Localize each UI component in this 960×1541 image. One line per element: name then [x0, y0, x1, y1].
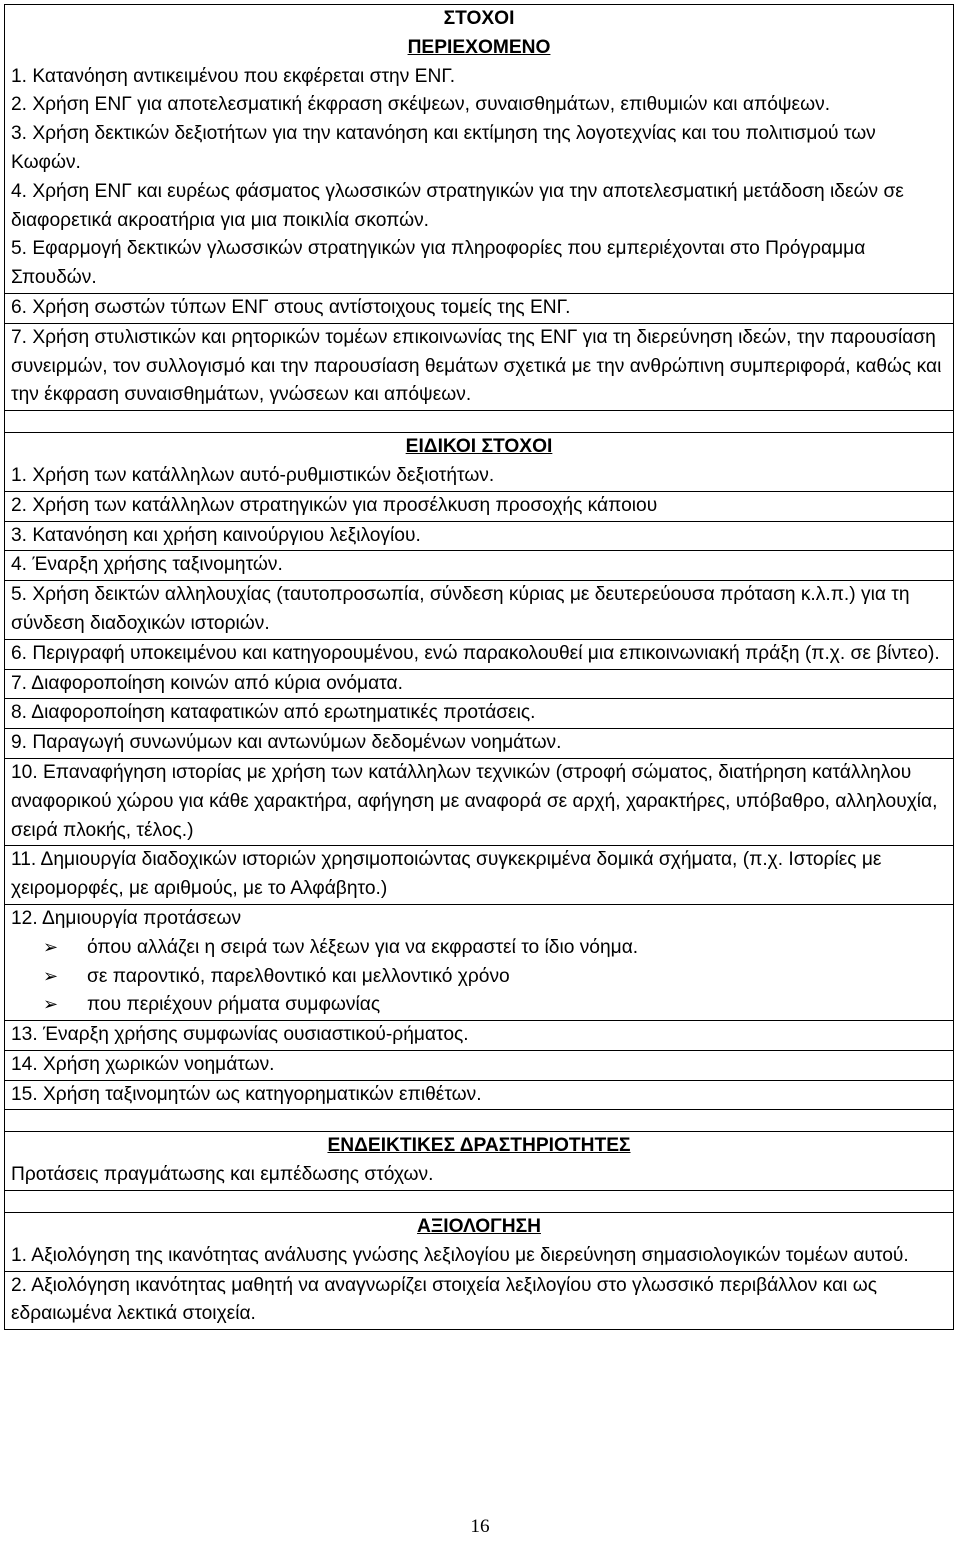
eidikoi-cell-11 — [5, 846, 954, 905]
eidikoi-item-10: 10. Επαναφήγηση ιστορίας με χρήση των κατάλληλων τεχνικών (στροφή σώματος, διατήρηση κατάλληλου αναφορικού χώρου για κάθε χαρακτήρα, αφήγηση με αναφορά σε αρχή, χαρακτήρες, υπόβαθρο, αλληλουχία, σειρά πλοκής, τέλος.) — [11, 761, 938, 841]
stoxoi-row — [5, 5, 954, 294]
eidikoi-item-13: 13. Έναρξη χρήσης συμφωνίας ουσιαστικού-ρήματος. — [11, 1024, 469, 1046]
stoxoi-cell — [5, 5, 954, 294]
eidikoi-item-3: 3. Κατανόηση και χρήση καινούργιου λεξιλογίου. — [11, 524, 421, 546]
stoxoi-item-1: 1. Κατανόηση αντικειμένου που εκφέρεται στην ΕΝΓ. — [11, 65, 456, 87]
eidikoi-item-12: 12. Δημιουργία προτάσεων — [11, 907, 242, 929]
eidikoi-cell-14 — [5, 1050, 954, 1080]
eidikoi-item-6: 6. Περιγραφή υποκειμένου και κατηγορουμένου, ενώ παρακολουθεί μια επικοινωνιακή πράξη (π.χ. σε βίντεο). — [11, 642, 940, 664]
eidikoi-item-5: 5. Χρήση δεικτών αλληλουχίας (ταυτοπροσωπία, σύνδεση κύριας με δευτερεύουσα πρόταση κ.λ.π.) για τη σύνδεση διαδοχικών ιστοριών. — [11, 584, 910, 634]
eidikoi-row-9 — [5, 729, 954, 759]
eidikoi-row-13 — [5, 1021, 954, 1051]
axiologisi-row — [5, 1213, 954, 1272]
periexomeno-title: ΠΕΡΙΕΧΟΜΕΝΟ — [407, 36, 551, 58]
stoxoi-item-7: 7. Χρήση στυλιστικών και ρητορικών τομέων επικοινωνίας της ΕΝΓ για τη διερεύνηση ιδεών, την παρουσίαση συνειρμών, τον συλλογισμό και την παρουσίαση θεμάτων σχετικά με την ανθρώπινη συμπεριφορά, καθώς και την έκφραση συναισθημάτων, γνώσεων και απόψεων. — [11, 326, 942, 406]
spacer-row-3 — [5, 1191, 954, 1213]
eidikoi-cell-6 — [5, 639, 954, 669]
curriculum-table — [4, 4, 954, 1330]
page-number: 16 — [470, 1516, 490, 1537]
eidikoi-row — [5, 433, 954, 492]
eidikoi-row-3 — [5, 521, 954, 551]
eidikoi-cell-4 — [5, 551, 954, 581]
axiologisi-item-1: 1. Αξιολόγηση της ικανότητας ανάλυσης γνώσης λεξιλογίου με διερεύνηση σημασιολογικών τομέων αυτού. — [11, 1244, 909, 1266]
arrow-bullet-icon: ➢ — [43, 936, 59, 958]
eidikoi-cell-9 — [5, 729, 954, 759]
eidikoi-subitem-text: που περιέχουν ρήματα συμφωνίας — [87, 994, 381, 1016]
eidikoi-row-7 — [5, 669, 954, 699]
eidikoi-item-7: 7. Διαφοροποίηση κοινών από κύρια ονόματα. — [11, 672, 403, 694]
eidikoi-row-5 — [5, 581, 954, 640]
eidikoi-item-1: 1. Χρήση των κατάλληλων αυτό-ρυθμιστικών δεξιοτήτων. — [11, 464, 495, 486]
eidikoi-row-10 — [5, 758, 954, 845]
axiologisi-cell-2 — [5, 1271, 954, 1330]
drastiriotites-title: ΕΝΔΕΙΚΤΙΚΕΣ ΔΡΑΣΤΗΡΙΟΤΗΤΕΣ — [327, 1135, 631, 1157]
eidikoi-row-14 — [5, 1050, 954, 1080]
eidikoi-item-14: 14. Χρήση χωρικών νοημάτων. — [11, 1053, 275, 1075]
eidikoi-item-9: 9. Παραγωγή συνωνύμων και αντωνύμων δεδομένων νοημάτων. — [11, 732, 562, 754]
eidikoi-subitem-2 — [11, 963, 947, 992]
arrow-bullet-icon: ➢ — [43, 965, 59, 987]
eidikoi-row-2 — [5, 491, 954, 521]
drastiriotites-cell — [5, 1132, 954, 1191]
eidikoi-cell — [5, 433, 954, 492]
spacer-cell-2 — [5, 1110, 954, 1132]
axiologisi-cell — [5, 1213, 954, 1272]
eidikoi-subitem-3 — [11, 991, 947, 1020]
stoxoi-cell-6 — [5, 293, 954, 323]
eidikoi-cell-3 — [5, 521, 954, 551]
axiologisi-item-2: 2. Αξιολόγηση ικανότητας μαθητή να αναγνωρίζει στοιχεία λεξιλογίου στο γλωσσικό περιβάλλον και ως εδραιωμένα λεκτικά στοιχεία. — [11, 1274, 878, 1325]
eidikoi-cell-2 — [5, 491, 954, 521]
eidikoi-title: ΕΙΔΙΚΟΙ ΣΤΟΧΟΙ — [405, 436, 553, 458]
eidikoi-item-4: 4. Έναρξη χρήσης ταξινομητών. — [11, 554, 283, 576]
axiologisi-title: ΑΞΙΟΛΟΓΗΣΗ — [417, 1216, 541, 1238]
spacer-row-2 — [5, 1110, 954, 1132]
eidikoi-cell-7 — [5, 669, 954, 699]
spacer-row-1 — [5, 411, 954, 433]
eidikoi-row-12 — [5, 904, 954, 1020]
eidikoi-cell-5 — [5, 581, 954, 640]
stoxoi-item-5: 5. Εφαρμογή δεκτικών γλωσσικών στρατηγικών για πληροφορίες που εμπεριέχονται στο Πρόγραμμα Σπουδών. — [11, 238, 866, 289]
eidikoi-row-15 — [5, 1080, 954, 1110]
eidikoi-item-15: 15. Χρήση ταξινομητών ως κατηγορηματικών επιθέτων. — [11, 1083, 482, 1105]
eidikoi-row-4 — [5, 551, 954, 581]
eidikoi-cell-13 — [5, 1021, 954, 1051]
axiologisi-row-2 — [5, 1271, 954, 1330]
eidikoi-row-11 — [5, 846, 954, 905]
eidikoi-row-8 — [5, 699, 954, 729]
arrow-bullet-icon: ➢ — [43, 994, 59, 1016]
eidikoi-cell-15 — [5, 1080, 954, 1110]
stoxoi-row-7 — [5, 323, 954, 410]
eidikoi-row-6 — [5, 639, 954, 669]
eidikoi-cell-12 — [5, 904, 954, 1020]
eidikoi-item-2: 2. Χρήση των κατάλληλων στρατηγικών για προσέλκυση προσοχής κάποιου — [11, 494, 658, 516]
stoxoi-cell-7 — [5, 323, 954, 410]
eidikoi-item-8: 8. Διαφοροποίηση καταφατικών από ερωτηματικές προτάσεις. — [11, 702, 536, 724]
eidikoi-item-11: 11. Δημιουργία διαδοχικών ιστοριών χρησιμοποιώντας συγκεκριμένα δομικά σχήματα, (π.χ. Ιστορίες με χειρομορφές, με αριθμούς, με το Αλφάβητο.) — [11, 849, 882, 900]
eidikoi-cell-10 — [5, 758, 954, 845]
eidikoi-cell-8 — [5, 699, 954, 729]
stoxoi-row-6 — [5, 293, 954, 323]
drastiriotites-text: Προτάσεις πραγμάτωσης και εμπέδωσης στόχων. — [11, 1164, 434, 1186]
stoxoi-item-6: 6. Χρήση σωστών τύπων ΕΝΓ στους αντίστοιχους τομείς της ΕΝΓ. — [11, 296, 571, 318]
stoxoi-item-4: 4. Χρήση ΕΝΓ και ευρέως φάσματος γλωσσικών στρατηγικών για την αποτελεσματική μετάδοση ιδεών σε διαφορετικά ακροατήρια για μια ποικιλία σκοπών. — [11, 180, 904, 231]
spacer-cell-3 — [5, 1191, 954, 1213]
stoxoi-item-3: 3. Χρήση δεκτικών δεξιοτήτων για την κατανόηση και εκτίμηση της λογοτεχνίας και του πολιτισμού των Κωφών. — [11, 123, 876, 173]
eidikoi-subitem-1 — [11, 934, 947, 963]
stoxoi-title: ΣΤΟΧΟΙ — [443, 8, 515, 29]
drastiriotites-row — [5, 1132, 954, 1191]
spacer-cell-1 — [5, 411, 954, 433]
stoxoi-item-2: 2. Χρήση ΕΝΓ για αποτελεσματική έκφραση σκέψεων, συναισθημάτων, επιθυμιών και απόψεων. — [11, 94, 831, 116]
eidikoi-subitem-text: σε παροντικό, παρελθοντικό και μελλοντικό χρόνο — [87, 965, 510, 987]
eidikoi-subitem-text: όπου αλλάζει η σειρά των λέξεων για να εκφραστεί το ίδιο νόημα. — [87, 936, 639, 958]
